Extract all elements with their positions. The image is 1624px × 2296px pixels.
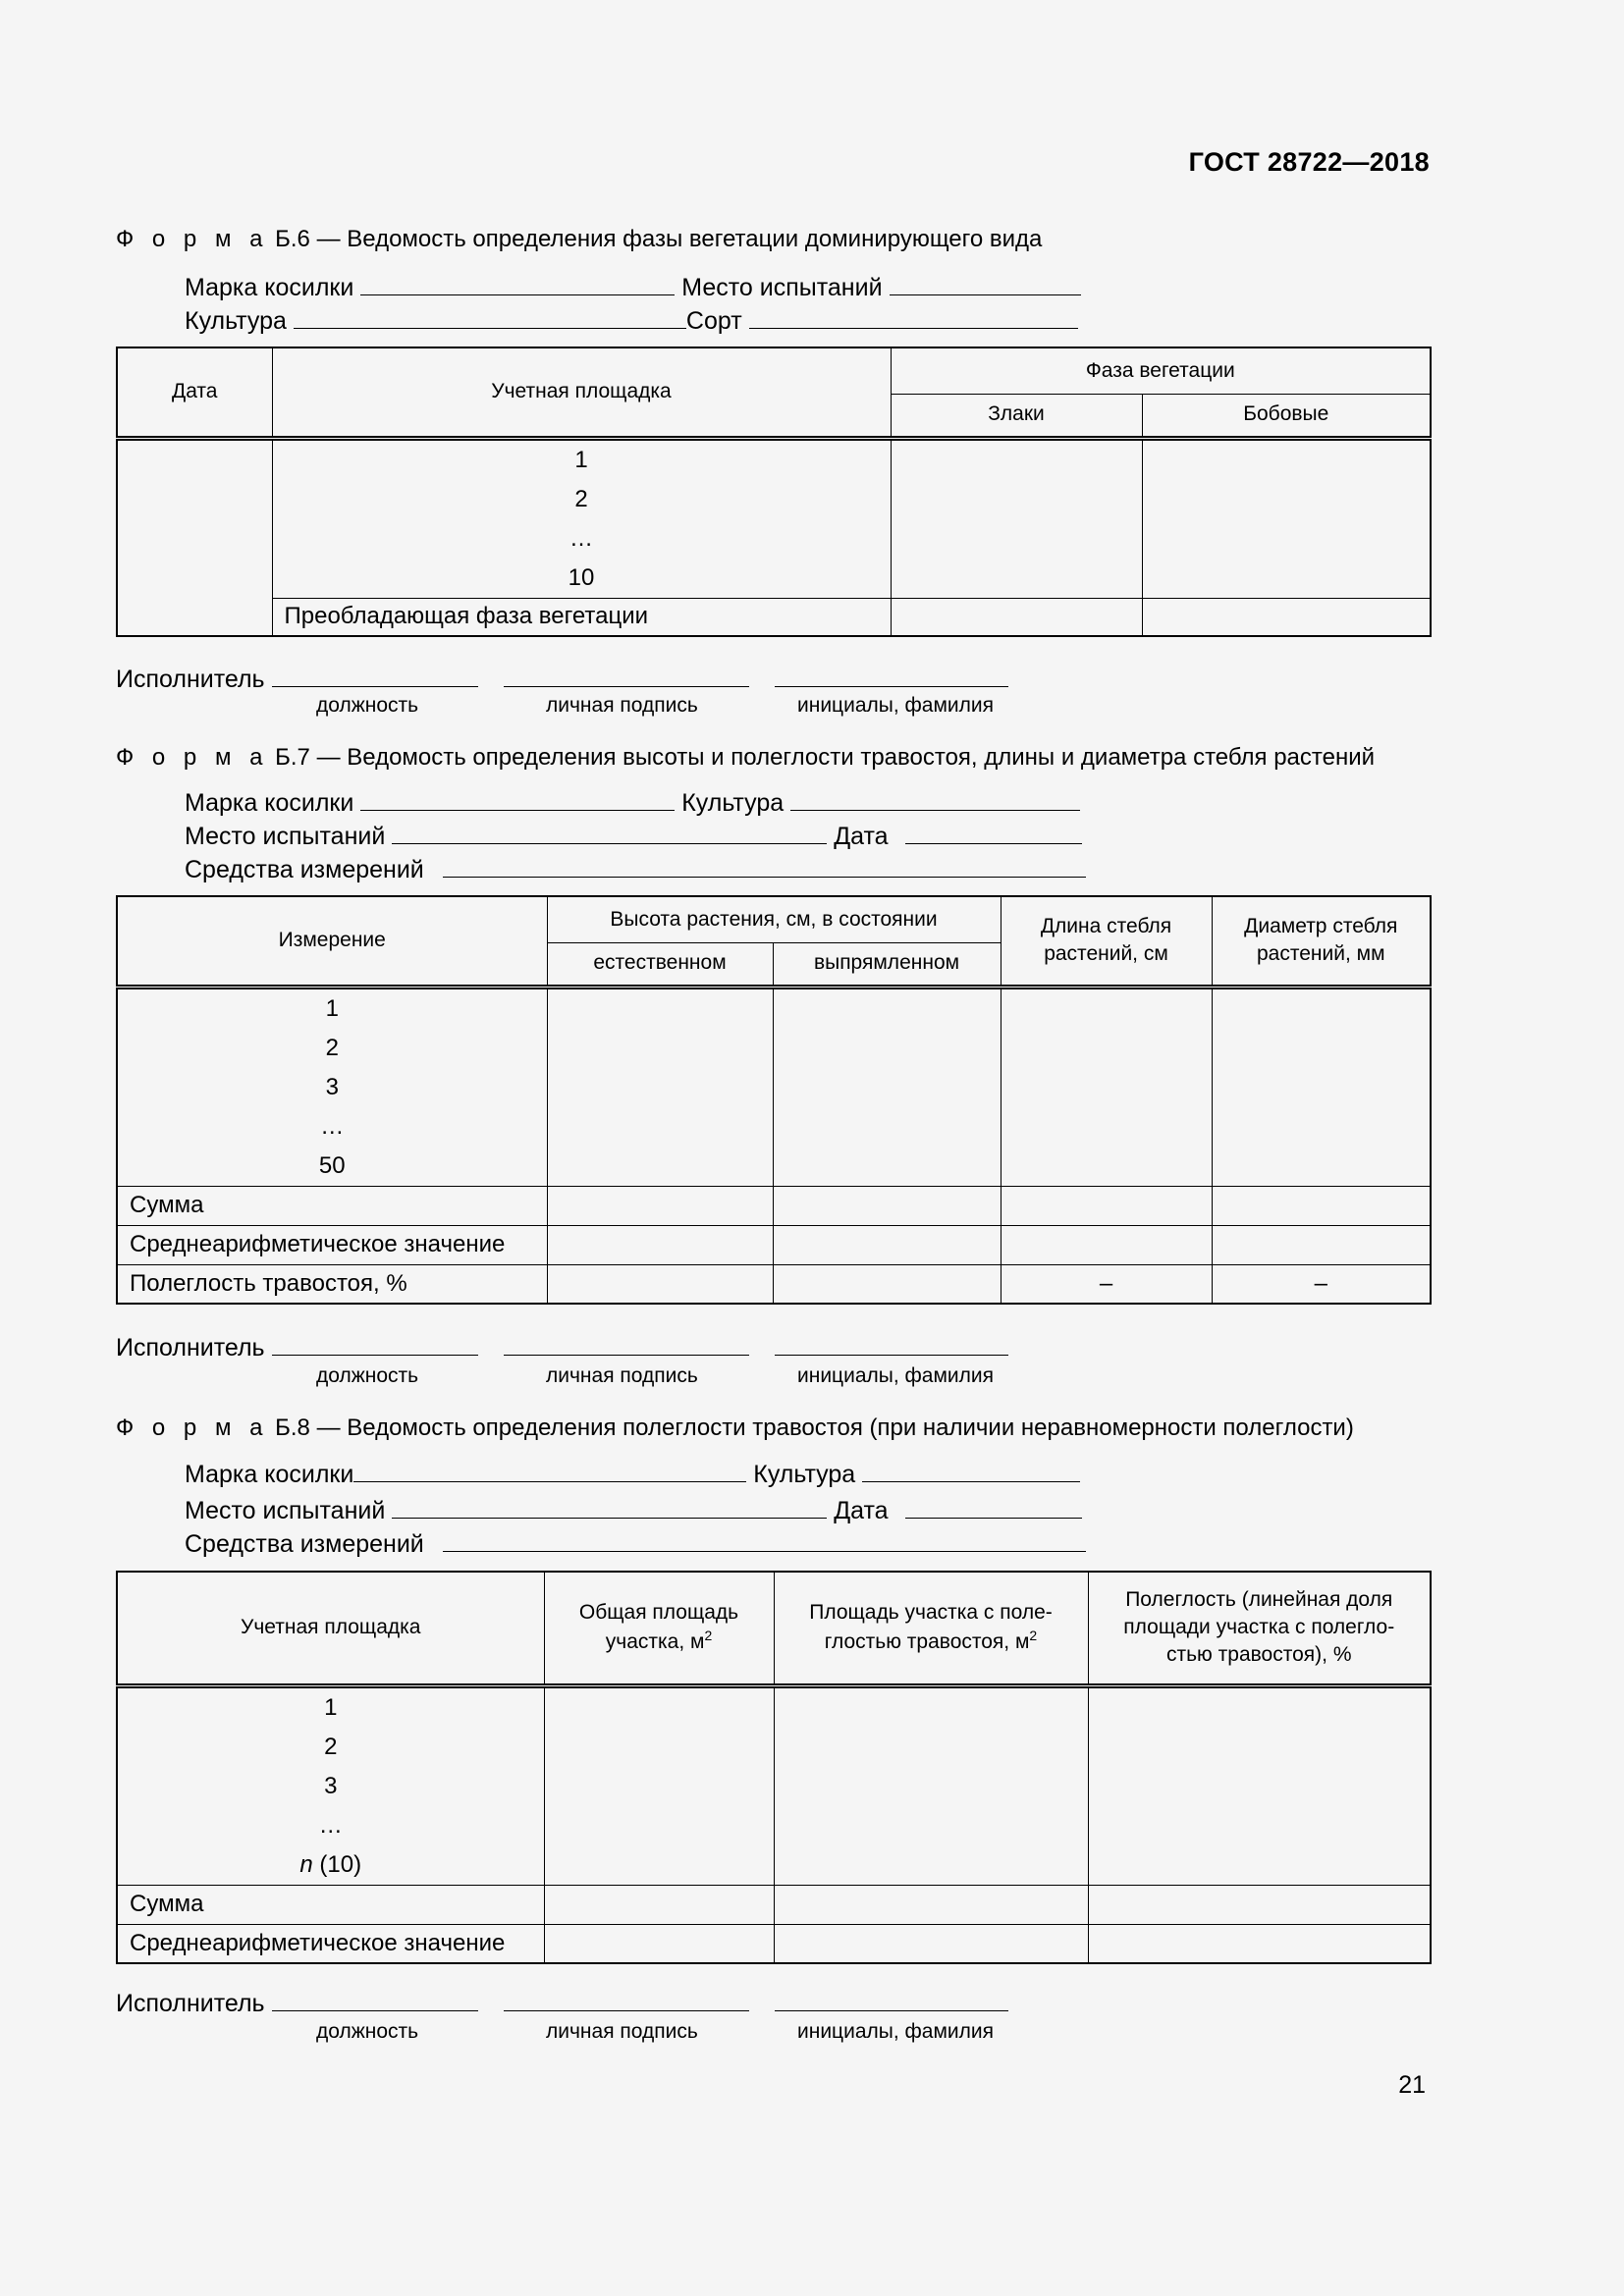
crop-label: Культура: [681, 789, 785, 817]
col-total-area-line2: [545, 1627, 774, 1656]
measure-number-list: [117, 987, 547, 1186]
list-item: [118, 1845, 544, 1885]
test-site-field[interactable]: [392, 1496, 827, 1519]
form-b6-table: [116, 347, 1432, 637]
col-plot-header: Учетная площадка: [117, 1572, 544, 1685]
signature-caption: личная подпись: [546, 1364, 698, 1387]
plot-number-list: [272, 438, 891, 598]
executor-label: Исполнитель: [116, 1990, 265, 2017]
form-b6-fields-row2: [185, 306, 1078, 336]
mower-brand-label: Марка косилки: [185, 1461, 354, 1488]
form-b8-fields-row3: [185, 1529, 1086, 1559]
form-b6-title-text: Б.6 — Ведомость определения фазы вегетации доминирующего вида: [275, 226, 1043, 252]
sum-row-label: Сумма: [117, 1186, 547, 1225]
mean-lodging-cell[interactable]: [1088, 1924, 1431, 1963]
list-item: 1: [574, 446, 588, 473]
col-lodged-area-line1: Площадь участка с поле-: [809, 1600, 1053, 1624]
col-cereals-header: Злаки: [891, 394, 1142, 438]
superscript-2: 2: [1029, 1628, 1038, 1644]
form-b8-title: [116, 1415, 1354, 1442]
crop-label: Культура: [185, 307, 287, 335]
test-site-label: Место испытаний: [681, 274, 883, 301]
list-item: 2: [325, 1034, 339, 1061]
position-caption: должность: [316, 1364, 419, 1387]
lodging-natural-cell[interactable]: [547, 1264, 773, 1304]
signature-field[interactable]: [504, 665, 749, 687]
date-field[interactable]: [905, 1496, 1082, 1519]
mean-row-label: Среднеарифметическое значение: [117, 1924, 544, 1963]
date-cell[interactable]: [117, 438, 272, 636]
list-item: 50: [318, 1151, 346, 1179]
form-b8-table: [116, 1571, 1432, 1964]
list-item: 2: [324, 1733, 338, 1760]
col-measure-header: Измерение: [117, 896, 547, 987]
lodging-straightened-cell[interactable]: [773, 1264, 1001, 1304]
form-b7-fields-row2: [185, 822, 1082, 851]
mower-brand-field[interactable]: [360, 788, 675, 811]
crop-field[interactable]: [790, 788, 1080, 811]
position-field[interactable]: [272, 1333, 478, 1356]
instruments-field[interactable]: [443, 855, 1086, 878]
initials-field[interactable]: [775, 1333, 1008, 1356]
col-lodged-area-header: [774, 1572, 1088, 1685]
mean-natural-cell[interactable]: [547, 1225, 773, 1264]
mean-stem-length-cell[interactable]: [1001, 1225, 1212, 1264]
form-b7-title-text: Б.7 — Ведомость определения высоты и полеглости травостоя, длины и диаметра стебля растений: [275, 744, 1376, 771]
page-number: 21: [1398, 2071, 1426, 2099]
form-b6-prefix: Ф о р м а: [116, 226, 269, 252]
mean-lodged-area-cell[interactable]: [774, 1924, 1088, 1963]
form-b8-fields-row1: [185, 1460, 1080, 1489]
mean-straightened-cell[interactable]: [773, 1225, 1001, 1264]
initials-caption: инициалы, фамилия: [797, 694, 994, 717]
mower-brand-label: Марка косилки: [185, 274, 354, 301]
col-straightened-header: выпрямленном: [773, 942, 1001, 987]
sum-lodging-cell[interactable]: [1088, 1885, 1431, 1924]
sum-total-area-cell[interactable]: [544, 1885, 774, 1924]
test-site-label: Место испытаний: [185, 823, 386, 850]
initials-caption: инициалы, фамилия: [797, 2020, 994, 2043]
sum-straightened-cell[interactable]: [773, 1186, 1001, 1225]
mean-row-label: Среднеарифметическое значение: [117, 1225, 547, 1264]
date-label: Дата: [834, 823, 889, 850]
list-item: 2: [574, 485, 588, 512]
col-lodging-line3: стью травостоя), %: [1166, 1643, 1352, 1667]
mean-total-area-cell[interactable]: [544, 1924, 774, 1963]
cereals-cell[interactable]: [891, 438, 1142, 598]
form-b6-title: [116, 226, 1042, 253]
gost-header: ГОСТ 28722—2018: [1188, 147, 1430, 177]
n-rest: (10): [312, 1850, 362, 1878]
signature-field[interactable]: [504, 1989, 749, 2011]
executor-label: Исполнитель: [116, 1334, 265, 1362]
variety-label: Сорт: [685, 307, 742, 335]
straightened-cell[interactable]: [773, 987, 1001, 1186]
instruments-field[interactable]: [443, 1529, 1086, 1552]
mower-brand-field[interactable]: [353, 1460, 746, 1482]
signature-field[interactable]: [504, 1333, 749, 1356]
col-stem-diameter-header: Диаметр стебля растений, мм: [1212, 896, 1431, 987]
natural-cell[interactable]: [547, 987, 773, 1186]
col-lodging-header: [1088, 1572, 1431, 1685]
form-b7-fields-row3: [185, 855, 1086, 884]
crop-field[interactable]: [294, 306, 686, 329]
list-item: …: [318, 1811, 343, 1839]
col-lodged-area-line2: [775, 1627, 1088, 1656]
summary-row-label: Преобладающая фаза вегетации: [272, 598, 891, 636]
crop-label: Культура: [753, 1461, 856, 1488]
col-height-header: Высота растения, см, в состоянии: [547, 896, 1001, 942]
mean-stem-diameter-cell[interactable]: [1212, 1225, 1431, 1264]
instruments-label: Средства измерений: [185, 856, 424, 883]
list-item: 10: [568, 563, 595, 591]
form-b6-fields-row1: [185, 273, 1081, 302]
form-b8-signature: [116, 1989, 1034, 2018]
position-field[interactable]: [272, 665, 478, 687]
date-label: Дата: [834, 1497, 889, 1524]
list-item: 1: [324, 1693, 338, 1721]
total-area-cell[interactable]: [544, 1685, 774, 1885]
col-lodged-area-text: глостью травостоя, м: [824, 1630, 1030, 1654]
lodging-row-label: Полеглость травостоя, %: [117, 1264, 547, 1304]
test-site-field[interactable]: [392, 822, 827, 844]
col-natural-header: естественном: [547, 942, 773, 987]
date-field[interactable]: [905, 822, 1082, 844]
col-date-header: Дата: [117, 347, 272, 438]
sum-row-label: Сумма: [117, 1885, 544, 1924]
mower-brand-label: Марка косилки: [185, 789, 354, 817]
list-item: 3: [325, 1073, 339, 1100]
plot-number-list: [117, 1685, 544, 1885]
col-total-area-header: [544, 1572, 774, 1685]
col-total-area-line1: Общая площадь: [578, 1600, 739, 1624]
test-site-label: Место испытаний: [185, 1497, 386, 1524]
signature-caption: личная подпись: [546, 2020, 698, 2043]
executor-label: Исполнитель: [116, 666, 265, 693]
n-italic: n: [299, 1850, 313, 1878]
col-plot-header: Учетная площадка: [272, 347, 891, 438]
form-b7-prefix: Ф о р м а: [116, 744, 269, 771]
form-b8-fields-row2: [185, 1496, 1082, 1525]
instruments-label: Средства измерений: [185, 1530, 424, 1558]
sum-natural-cell[interactable]: [547, 1186, 773, 1225]
legumes-cell[interactable]: [1142, 438, 1431, 598]
stem-diameter-cell[interactable]: [1212, 987, 1431, 1186]
form-b7-title: [116, 744, 1375, 772]
lodging-stem-diameter-dash: –: [1212, 1264, 1431, 1304]
lodged-area-cell[interactable]: [774, 1685, 1088, 1885]
col-lodging-line1: Полеглость (линейная доля: [1125, 1587, 1393, 1611]
position-caption: должность: [316, 694, 419, 717]
col-phase-header: Фаза вегетации: [891, 347, 1431, 394]
form-b7-table: [116, 895, 1432, 1305]
mower-brand-field[interactable]: [360, 273, 675, 295]
list-item: …: [320, 1112, 345, 1140]
form-b7-fields-row1: [185, 788, 1080, 818]
stem-length-cell[interactable]: [1001, 987, 1212, 1186]
list-item: 1: [325, 994, 339, 1022]
col-lodging-line2: площади участка с полегло-: [1123, 1616, 1395, 1639]
col-total-area-text: участка, м: [605, 1630, 705, 1654]
signature-caption: личная подпись: [546, 694, 698, 717]
list-item: 3: [324, 1772, 338, 1799]
position-caption: должность: [316, 2020, 419, 2043]
initials-field[interactable]: [775, 1989, 1008, 2011]
test-site-field[interactable]: [890, 273, 1081, 295]
form-b7-signature: [116, 1333, 1034, 1362]
sum-lodged-area-cell[interactable]: [774, 1885, 1088, 1924]
form-b8-title-text: Б.8 — Ведомость определения полеглости травостоя (при наличии неравномерности полеглости): [275, 1415, 1354, 1441]
lodging-cell[interactable]: [1088, 1685, 1431, 1885]
list-item: …: [569, 524, 593, 552]
form-b8-prefix: Ф о р м а: [116, 1415, 269, 1441]
crop-field[interactable]: [862, 1460, 1080, 1482]
summary-legumes-cell[interactable]: [1142, 598, 1431, 636]
col-legumes-header: Бобовые: [1142, 394, 1431, 438]
initials-caption: инициалы, фамилия: [797, 1364, 994, 1387]
superscript-2: 2: [704, 1628, 713, 1644]
sum-stem-length-cell[interactable]: [1001, 1186, 1212, 1225]
sum-stem-diameter-cell[interactable]: [1212, 1186, 1431, 1225]
form-b6-signature: [116, 665, 1034, 694]
col-stem-length-header: Длина стебля растений, см: [1001, 896, 1212, 987]
summary-cereals-cell[interactable]: [891, 598, 1142, 636]
lodging-stem-length-dash: –: [1001, 1264, 1212, 1304]
position-field[interactable]: [272, 1989, 478, 2011]
variety-field[interactable]: [749, 306, 1078, 329]
initials-field[interactable]: [775, 665, 1008, 687]
